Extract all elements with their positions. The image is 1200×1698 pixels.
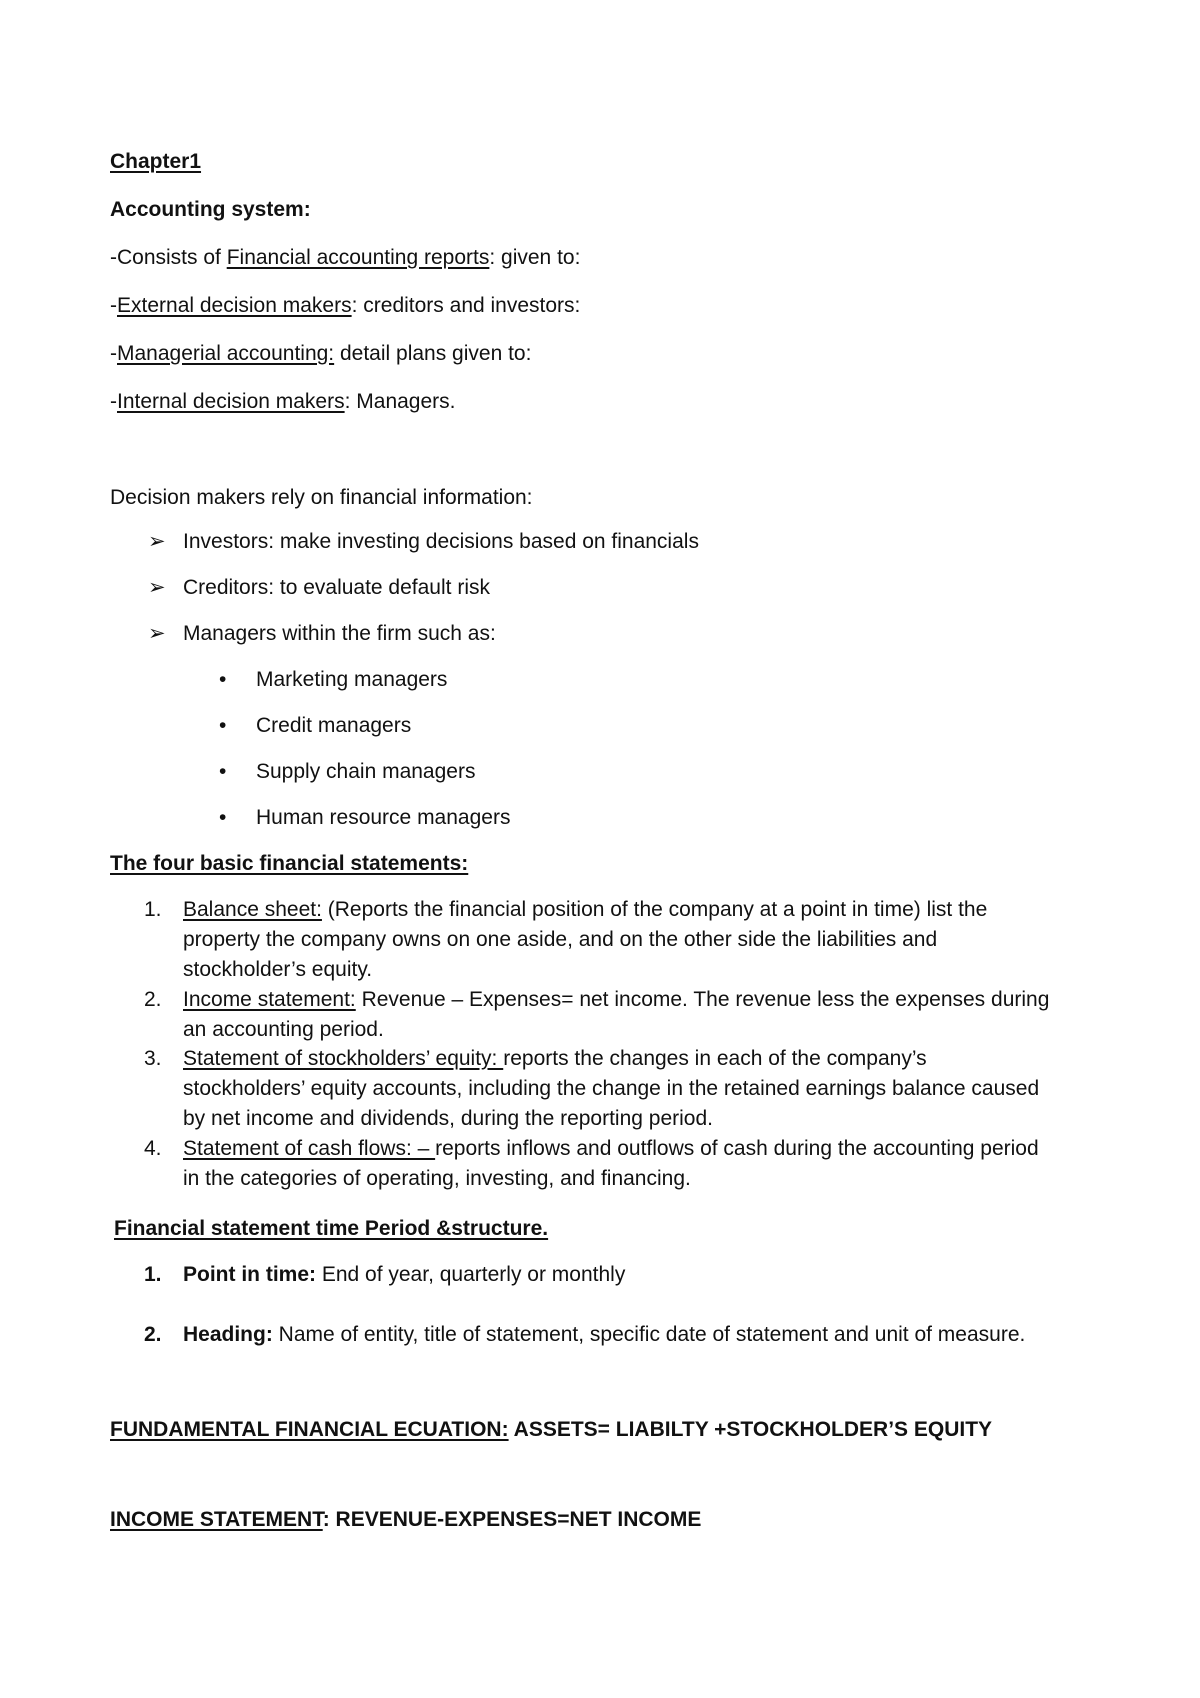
statement-stockholders-equity-cont: stockholders’ equity accounts, including the change in the retained earnings balance caused	[183, 1077, 1040, 1100]
list-number: 2.	[144, 988, 162, 1011]
bullet-icon: •	[219, 714, 227, 737]
manager-type-human-resource: Human resource managers	[256, 806, 511, 829]
income-statement-equation: INCOME STATEMENT: REVENUE-EXPENSES=NET INCOME	[110, 1508, 702, 1531]
statement-stockholders-equity-cont: by net income and dividends, during the reporting period.	[183, 1107, 714, 1130]
accounting-line-1: -Consists of Financial accounting reports: given to:	[110, 246, 581, 269]
manager-type-credit: Credit managers	[256, 714, 412, 737]
list-number: 2.	[144, 1323, 162, 1346]
statement-income-cont: an accounting period.	[183, 1018, 384, 1041]
decision-item-investors: Investors: make investing decisions based on financials	[183, 530, 699, 553]
accounting-system-title: Accounting system:	[110, 198, 311, 221]
period-item-heading: Heading: Name of entity, title of statement, specific date of statement and unit of measure.	[183, 1323, 1026, 1346]
statement-cash-flows-cont: in the categories of operating, investing, and financing.	[183, 1167, 691, 1190]
arrow-bullet-icon: ➢	[148, 622, 166, 645]
bullet-icon: •	[219, 760, 227, 783]
list-number: 1.	[144, 898, 162, 921]
chapter-heading: Chapter1	[110, 150, 202, 173]
statement-balance-sheet-cont: property the company owns on one aside, and on the other side the liabilities and	[183, 928, 938, 951]
list-number: 4.	[144, 1137, 162, 1160]
decision-intro: Decision makers rely on financial information:	[110, 486, 533, 509]
statement-cash-flows: Statement of cash flows: – reports inflows and outflows of cash during the accounting period	[183, 1137, 1039, 1160]
period-item-point-in-time: Point in time: End of year, quarterly or monthly	[183, 1263, 626, 1286]
fundamental-equation: FUNDAMENTAL FINANCIAL ECUATION: ASSETS= LIABILTY +STOCKHOLDER’S EQUITY	[110, 1418, 993, 1441]
statement-income: Income statement: Revenue – Expenses= net income. The revenue less the expenses during	[183, 988, 1050, 1011]
accounting-line-4: -Internal decision makers: Managers.	[110, 390, 456, 413]
manager-type-supply-chain: Supply chain managers	[256, 760, 476, 783]
decision-item-managers: Managers within the firm such as:	[183, 622, 496, 645]
period-title: Financial statement time Period &structure.	[114, 1217, 549, 1240]
manager-type-marketing: Marketing managers	[256, 668, 448, 691]
decision-item-creditors: Creditors: to evaluate default risk	[183, 576, 490, 599]
list-number: 1.	[144, 1263, 162, 1286]
arrow-bullet-icon: ➢	[148, 576, 166, 599]
statement-balance-sheet-cont: stockholder’s equity.	[183, 958, 373, 981]
bullet-icon: •	[219, 668, 227, 691]
arrow-bullet-icon: ➢	[148, 530, 166, 553]
accounting-line-2: -External decision makers: creditors and investors:	[110, 294, 581, 317]
statement-stockholders-equity: Statement of stockholders’ equity: reports the changes in each of the company’s	[183, 1047, 927, 1070]
statement-balance-sheet: Balance sheet: (Reports the financial position of the company at a point in time) list the	[183, 898, 988, 921]
statements-title: The four basic financial statements:	[110, 852, 469, 875]
list-number: 3.	[144, 1047, 162, 1070]
accounting-line-3: -Managerial accounting: detail plans given to:	[110, 342, 532, 365]
bullet-icon: •	[219, 806, 227, 829]
